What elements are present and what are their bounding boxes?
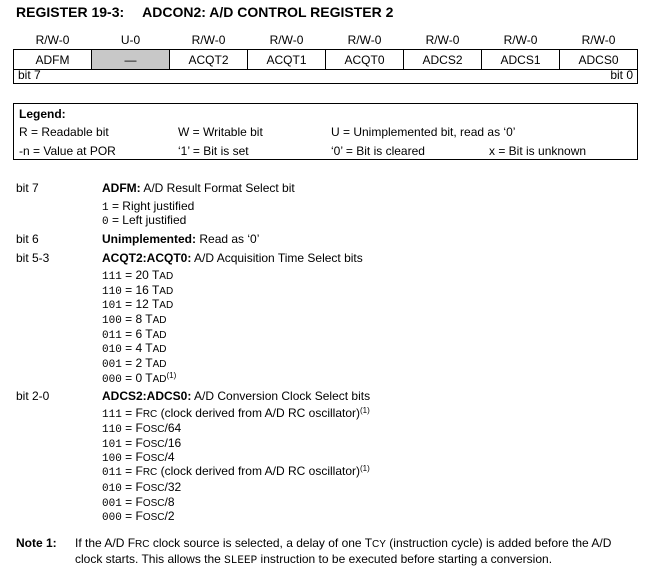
msb-label: bit 7 bbox=[18, 68, 41, 82]
option-code: 010 bbox=[102, 483, 122, 495]
acqt-option bbox=[102, 341, 167, 356]
bit6-name: — bbox=[92, 50, 170, 70]
option-text: = 16 T bbox=[121, 283, 160, 297]
option-subscript: AD bbox=[152, 330, 167, 341]
access-bit0: R/W-0 bbox=[581, 33, 616, 47]
option-tail: /4 bbox=[164, 450, 175, 464]
option-subscript: AD bbox=[152, 374, 167, 385]
bit4-name: ACQT1 bbox=[248, 50, 326, 70]
option-code: 1 bbox=[102, 202, 109, 214]
access-bit6: U-0 bbox=[120, 33, 141, 47]
adcs-option bbox=[102, 495, 175, 510]
bit0-name: ADCS0 bbox=[560, 50, 638, 70]
footnote-ref: (1) bbox=[360, 406, 370, 415]
adcs-option bbox=[102, 421, 181, 436]
option-subscript: AD bbox=[152, 344, 167, 355]
bit7-name: ADFM bbox=[14, 50, 92, 70]
adfm-option bbox=[102, 199, 194, 214]
option-subscript: RC bbox=[142, 409, 158, 420]
lsb-label: bit 0 bbox=[610, 68, 633, 82]
option-tail: /8 bbox=[164, 495, 175, 509]
acqt-name: ACQT2:ACQT0: bbox=[102, 251, 192, 265]
note-code: SLEEP bbox=[224, 555, 258, 567]
legend-unimplemented: U = Unimplemented bit, read as ‘0’ bbox=[331, 125, 516, 139]
option-code: 011 bbox=[102, 330, 122, 342]
option-subscript: AD bbox=[159, 286, 174, 297]
adcs-option bbox=[102, 464, 370, 479]
option-tail: (clock derived from A/D RC oscillator) bbox=[157, 406, 360, 420]
note-part: instruction to be executed before starting a conversion. bbox=[257, 552, 553, 566]
note-text bbox=[75, 536, 635, 569]
acqt-option bbox=[102, 268, 173, 283]
unimplemented-description bbox=[102, 232, 259, 246]
adcs-option bbox=[102, 436, 181, 451]
legend-set: ‘1’ = Bit is set bbox=[178, 144, 249, 158]
option-tail: /64 bbox=[164, 421, 182, 435]
option-code: 001 bbox=[102, 359, 122, 371]
adcs-option bbox=[102, 450, 175, 465]
option-text: = 12 T bbox=[121, 297, 160, 311]
option-tail: (clock derived from A/D RC oscillator) bbox=[157, 464, 360, 478]
option-text: = Left justified bbox=[108, 213, 187, 227]
register-bit-table bbox=[13, 31, 638, 70]
unimplemented-name: Unimplemented: bbox=[102, 232, 197, 246]
access-row bbox=[14, 31, 638, 50]
legend-readable: R = Readable bit bbox=[19, 125, 109, 139]
option-code: 111 bbox=[102, 409, 122, 421]
option-code: 000 bbox=[102, 512, 122, 524]
option-subscript: OSC bbox=[142, 498, 165, 509]
adcs-name: ADCS2:ADCS0: bbox=[102, 389, 192, 403]
option-code: 101 bbox=[102, 300, 122, 312]
option-text: = F bbox=[121, 421, 143, 435]
note-subscript: RC bbox=[135, 539, 150, 550]
bit-position-row bbox=[13, 66, 638, 84]
option-text: = F bbox=[121, 450, 143, 464]
legend-box bbox=[13, 103, 638, 160]
option-subscript: OSC bbox=[142, 424, 165, 435]
option-text: = 20 T bbox=[121, 268, 160, 282]
access-bit5: R/W-0 bbox=[191, 33, 226, 47]
adfm-desc-text: A/D Result Format Select bit bbox=[140, 181, 295, 195]
access-bit4: R/W-0 bbox=[269, 33, 304, 47]
option-text: = F bbox=[121, 406, 143, 420]
option-code: 100 bbox=[102, 453, 122, 465]
option-tail: /32 bbox=[164, 480, 182, 494]
adfm-description bbox=[102, 181, 295, 195]
legend-cleared: ‘0’ = Bit is cleared bbox=[331, 144, 425, 158]
option-text: = F bbox=[121, 480, 143, 494]
option-code: 010 bbox=[102, 344, 122, 356]
option-text: = F bbox=[121, 436, 143, 450]
adfm-option bbox=[102, 213, 186, 228]
option-text: = 0 T bbox=[121, 371, 153, 385]
option-code: 0 bbox=[102, 216, 109, 228]
acqt-option bbox=[102, 371, 176, 386]
option-subscript: AD bbox=[152, 315, 167, 326]
unimplemented-desc-text: Read as ‘0’ bbox=[196, 232, 260, 246]
option-code: 011 bbox=[102, 467, 122, 479]
bit5-name: ACQT2 bbox=[170, 50, 248, 70]
bit2-0-label: bit 2-0 bbox=[16, 389, 50, 403]
option-code: 100 bbox=[102, 315, 122, 327]
option-code: 000 bbox=[102, 374, 122, 386]
option-tail: /16 bbox=[164, 436, 182, 450]
note-part: clock source is selected, a delay of one T bbox=[149, 536, 373, 550]
bit5-3-label: bit 5-3 bbox=[16, 251, 50, 265]
option-text: = F bbox=[121, 495, 143, 509]
access-bit3: R/W-0 bbox=[347, 33, 382, 47]
note-label: Note 1: bbox=[16, 536, 57, 550]
bit7-label: bit 7 bbox=[16, 181, 39, 195]
register-title bbox=[16, 4, 393, 20]
adcs-desc-text: A/D Conversion Clock Select bits bbox=[191, 389, 371, 403]
option-text: = F bbox=[121, 509, 143, 523]
option-subscript: AD bbox=[159, 300, 174, 311]
bit1-name: ADCS1 bbox=[482, 50, 560, 70]
option-subscript: OSC bbox=[142, 483, 165, 494]
acqt-option bbox=[102, 327, 167, 342]
option-tail: /2 bbox=[164, 509, 175, 523]
acqt-option bbox=[102, 283, 173, 298]
option-code: 110 bbox=[102, 286, 122, 298]
option-text: = 8 T bbox=[121, 312, 153, 326]
adfm-name: ADFM: bbox=[102, 181, 141, 195]
access-bit7: R/W-0 bbox=[35, 33, 70, 47]
option-text: = 2 T bbox=[121, 356, 153, 370]
footnote-ref: (1) bbox=[360, 464, 370, 473]
legend-unknown: x = Bit is unknown bbox=[489, 144, 587, 158]
bit3-name: ACQT0 bbox=[326, 50, 404, 70]
option-subscript: OSC bbox=[142, 439, 165, 450]
option-code: 101 bbox=[102, 439, 122, 451]
option-subscript: AD bbox=[152, 359, 167, 370]
option-text: = 6 T bbox=[121, 327, 153, 341]
bit6-label: bit 6 bbox=[16, 232, 39, 246]
note-subscript: CY bbox=[372, 539, 386, 550]
legend-writable: W = Writable bit bbox=[178, 125, 263, 139]
acqt-option bbox=[102, 312, 167, 327]
note-part: (instruction cycle) is added before the A/D clock starts. This allows the bbox=[75, 536, 612, 566]
legend-por: -n = Value at POR bbox=[19, 144, 116, 158]
adcs-option bbox=[102, 406, 370, 421]
option-text: = F bbox=[121, 464, 143, 478]
option-subscript: OSC bbox=[142, 453, 165, 464]
footnote-ref: (1) bbox=[166, 371, 177, 380]
access-bit1: R/W-0 bbox=[503, 33, 538, 47]
option-code: 111 bbox=[102, 271, 122, 283]
register-name: ADCON2: A/D CONTROL REGISTER 2 bbox=[142, 4, 394, 20]
bit2-name: ADCS2 bbox=[404, 50, 482, 70]
option-subscript: RC bbox=[142, 467, 158, 478]
register-number: REGISTER 19-3: bbox=[16, 4, 125, 20]
legend-title: Legend: bbox=[19, 107, 66, 121]
note-part: If the A/D F bbox=[75, 536, 136, 550]
adcs-description bbox=[102, 389, 370, 403]
acqt-option bbox=[102, 297, 173, 312]
access-bit2: R/W-0 bbox=[425, 33, 460, 47]
acqt-description bbox=[102, 251, 363, 265]
adcs-option bbox=[102, 480, 181, 495]
option-subscript: AD bbox=[159, 271, 174, 282]
adcs-option bbox=[102, 509, 175, 524]
option-text: = 4 T bbox=[121, 341, 153, 355]
option-text: = Right justified bbox=[108, 199, 195, 213]
acqt-desc-text: A/D Acquisition Time Select bits bbox=[191, 251, 363, 265]
option-code: 001 bbox=[102, 498, 122, 510]
acqt-option bbox=[102, 356, 167, 371]
option-subscript: OSC bbox=[142, 512, 165, 523]
option-code: 110 bbox=[102, 424, 122, 436]
